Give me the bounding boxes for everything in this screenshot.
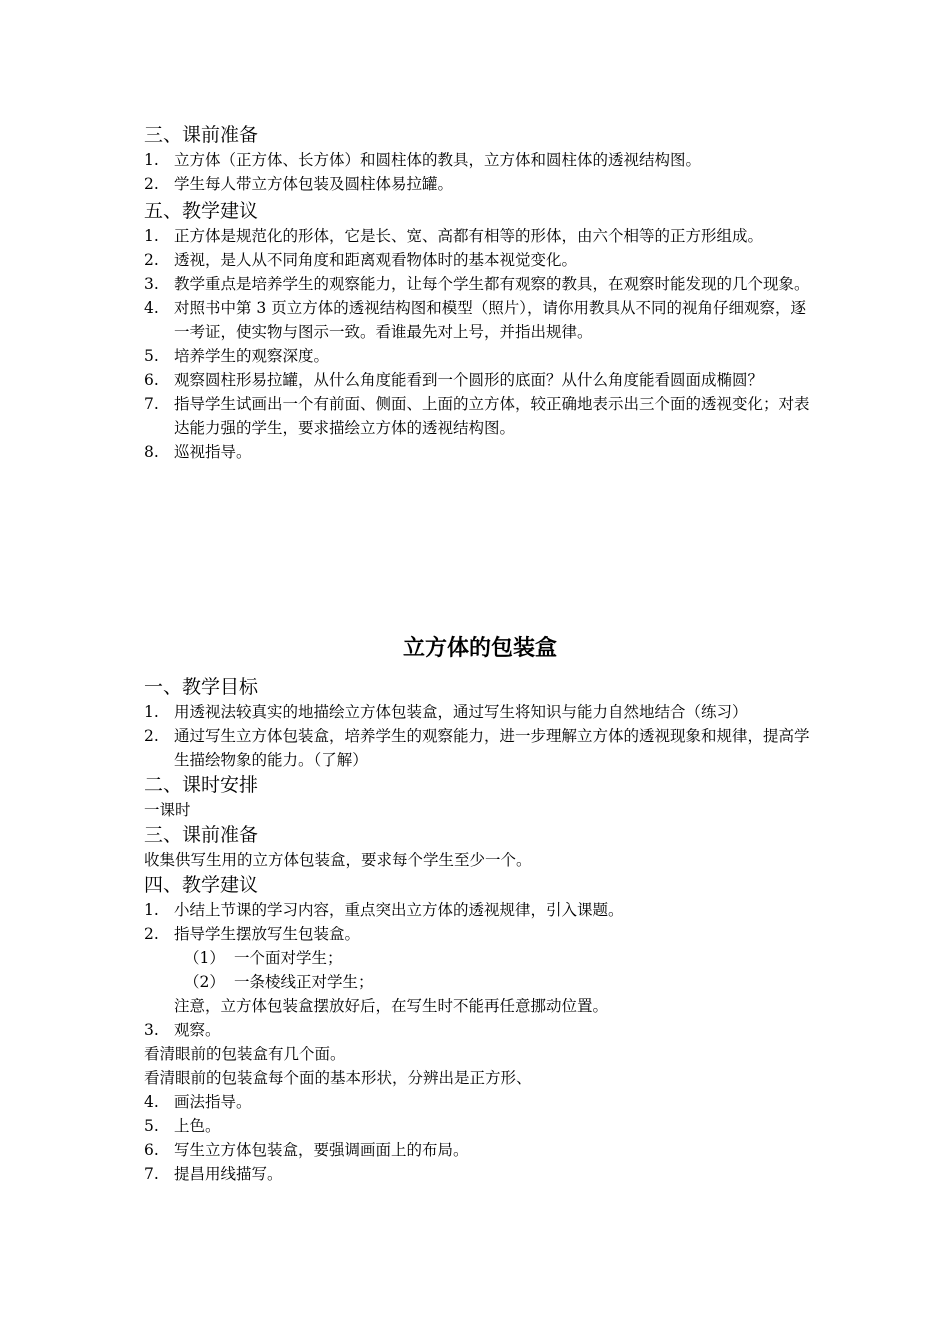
list-item — [144, 344, 816, 368]
list-text: 上色。 — [174, 1117, 221, 1135]
list-item — [144, 392, 816, 440]
list-text: 教学重点是培养学生的观察能力，让每个学生都有观察的教具，在观察时能发现的几个现象。 — [174, 275, 810, 293]
list-text: 正方体是规范化的形体，它是长、宽、高都有相等的形体，由六个相等的正方形组成。 — [174, 227, 764, 245]
list-num: 2. — [144, 175, 159, 193]
list-num: 2. — [144, 727, 159, 745]
list-item — [144, 272, 816, 296]
list-num: 1. — [144, 227, 159, 245]
list-num: 5. — [144, 1117, 159, 1135]
heading-advice-b: 四、教学建议 — [144, 874, 259, 896]
list-item — [144, 296, 816, 344]
list-text: 巡视指导。 — [174, 443, 252, 461]
list-item — [144, 248, 816, 272]
list-num: 7. — [144, 395, 159, 413]
list-item — [144, 1018, 816, 1042]
list-num: 1. — [144, 151, 159, 169]
list-num: 1. — [144, 901, 159, 919]
list-num: 7. — [144, 1165, 159, 1183]
sub-text: 一条棱线正对学生； — [234, 973, 374, 991]
observe-line: 看清眼前的包装盒每个面的基本形状，分辨出是正方形、 — [144, 1069, 532, 1087]
list-item — [144, 922, 816, 946]
page-title: 立方体的包装盒 — [402, 635, 557, 661]
list-num: 8. — [144, 443, 159, 461]
list-text: 画法指导。 — [174, 1093, 252, 1111]
observe-line: 看清眼前的包装盒有几个面。 — [144, 1045, 346, 1063]
note-text: 注意，立方体包装盒摆放好后，在写生时不能再任意挪动位置。 — [174, 997, 609, 1015]
list-text: 学生每人带立方体包装及圆柱体易拉罐。 — [174, 175, 454, 193]
heading-prep-b: 三、课前准备 — [144, 824, 259, 846]
list-num: 3. — [144, 1021, 159, 1039]
list-num: 5. — [144, 347, 159, 365]
list-item — [144, 172, 816, 196]
list-item — [144, 440, 816, 464]
schedule-text: 一课时 — [144, 801, 191, 819]
list-text: 提昌用线描写。 — [174, 1165, 283, 1183]
list-num: 1. — [144, 703, 159, 721]
list-text: 观察。 — [174, 1021, 221, 1039]
list-text: 指导学生摆放写生包装盒。 — [174, 925, 361, 943]
list-num: 2. — [144, 251, 159, 269]
heading-goals: 一、教学目标 — [144, 676, 259, 698]
list-text: 指导学生试画出一个有前面、侧面、上面的立方体，较正确地表示出三个面的透视变化；对表达能力强的学生，要求描绘立方体的透视结构图。 — [174, 395, 810, 437]
list-item — [144, 1114, 816, 1138]
list-item — [144, 1162, 816, 1186]
list-num: 2. — [144, 925, 159, 943]
section-a — [144, 122, 816, 464]
list-num: 4. — [144, 299, 159, 317]
sub-num: （2） — [184, 973, 225, 991]
sub-list-item — [144, 970, 816, 994]
list-item — [144, 224, 816, 248]
list-item — [144, 898, 816, 922]
sub-text: 一个面对学生； — [234, 949, 343, 967]
section-b — [144, 630, 816, 1186]
sub-list-item — [144, 946, 816, 970]
list-item — [144, 1138, 816, 1162]
list-text: 用透视法较真实的地描绘立方体包装盒，通过写生将知识与能力自然地结合（练习） — [174, 703, 748, 721]
heading-advice-a: 五、教学建议 — [144, 200, 259, 222]
list-text: 立方体（正方体、长方体）和圆柱体的教具，立方体和圆柱体的透视结构图。 — [174, 151, 702, 169]
prep-text: 收集供写生用的立方体包装盒，要求每个学生至少一个。 — [144, 851, 532, 869]
list-item — [144, 148, 816, 172]
list-text: 小结上节课的学习内容，重点突出立方体的透视规律，引入课题。 — [174, 901, 624, 919]
sub-num: （1） — [184, 949, 225, 967]
list-item — [144, 700, 816, 724]
list-item — [144, 368, 816, 392]
list-text: 通过写生立方体包装盒，培养学生的观察能力，进一步理解立方体的透视现象和规律，提高学生描绘物象的能力。（了解） — [174, 727, 810, 769]
list-item — [144, 724, 816, 772]
list-text: 对照书中第 3 页立方体的透视结构图和模型（照片），请你用教具从不同的视角仔细观察，逐一考证，使实物与图示一致。看谁最先对上号，并指出规律。 — [174, 299, 806, 341]
list-text: 培养学生的观察深度。 — [174, 347, 330, 365]
list-text: 写生立方体包装盒，要强调画面上的布局。 — [174, 1141, 469, 1159]
list-num: 6. — [144, 1141, 159, 1159]
list-text: 观察圆柱形易拉罐，从什么角度能看到一个圆形的底面？从什么角度能看圆面成椭圆？ — [174, 371, 764, 389]
list-num: 3. — [144, 275, 159, 293]
list-num: 6. — [144, 371, 159, 389]
list-num: 4. — [144, 1093, 159, 1111]
heading-prep-a: 三、课前准备 — [144, 124, 259, 146]
list-item — [144, 1090, 816, 1114]
list-text: 透视，是人从不同角度和距离观看物体时的基本视觉变化。 — [174, 251, 578, 269]
heading-schedule: 二、课时安排 — [144, 774, 259, 796]
